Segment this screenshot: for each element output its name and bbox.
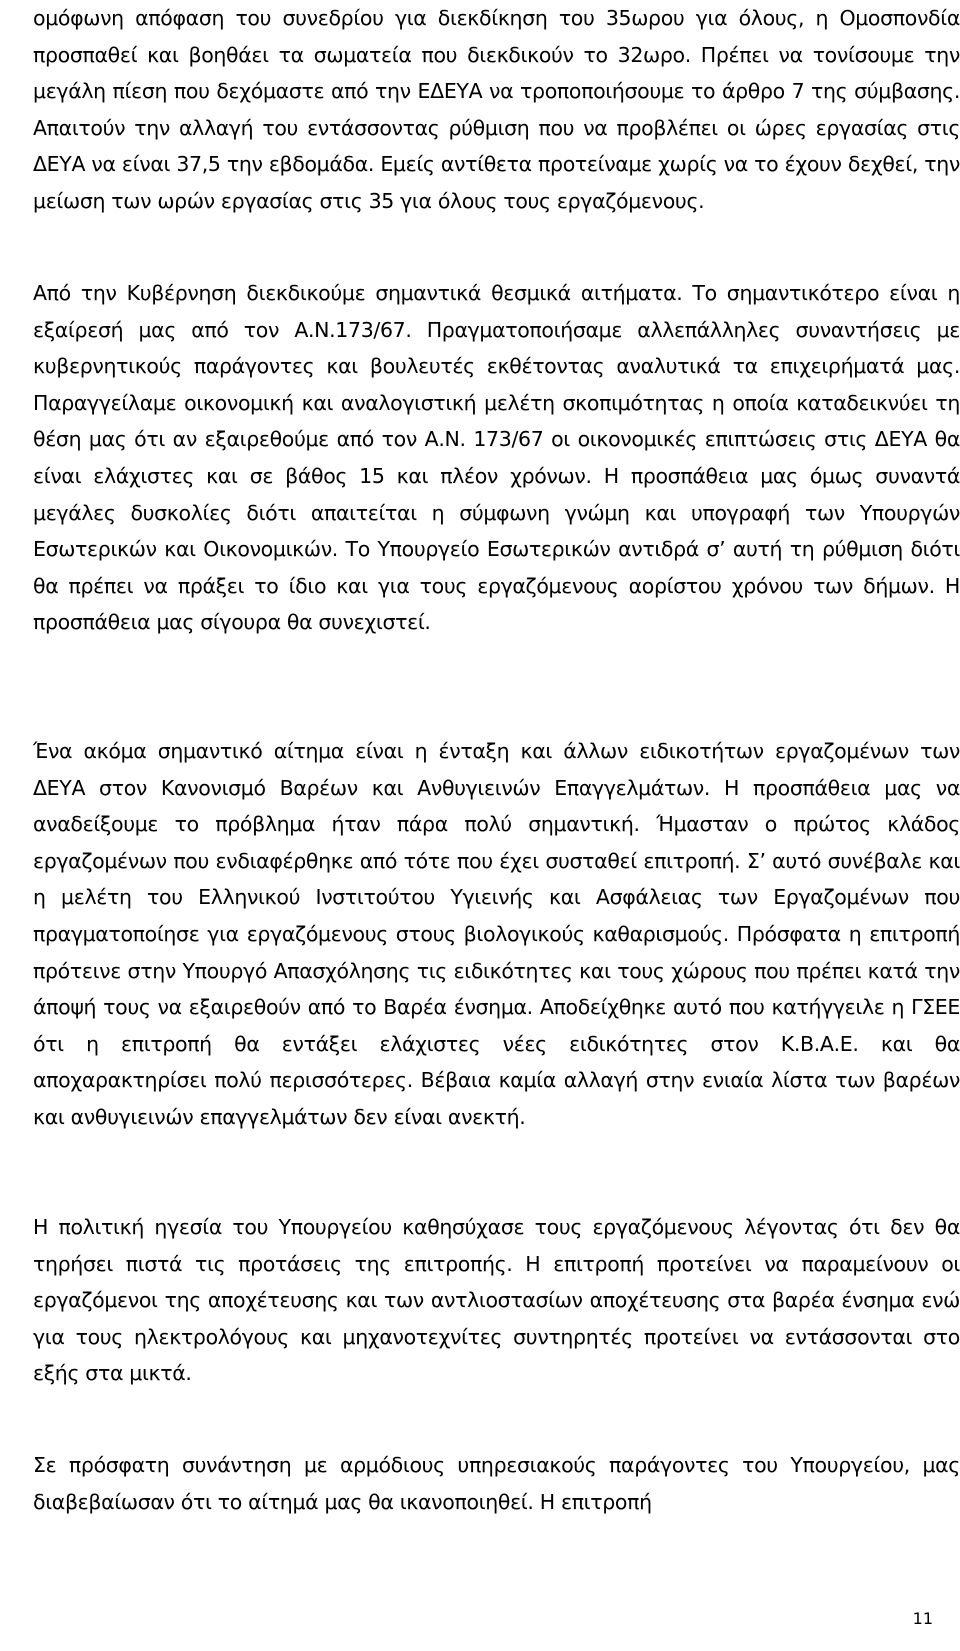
paragraph-recent-meeting: Σε πρόσφατη συνάντηση με αρμόδιους υπηρεσιακούς παράγοντες του Υπουργείου, μας διαβεβαίωσαν ότι το αίτημά μας θα ικανοποιηθεί. Η επιτροπή	[33, 1453, 960, 1514]
paragraph-ministry-leadership: Η πολιτική ηγεσία του Υπουργείου καθησύχασε τους εργαζόμενους λέγοντας ότι δεν θα τηρήσει πιστά τις προτάσεις της επιτροπής. Η επιτροπή προτείνει να παραμείνουν οι εργαζόμενοι της αποχέτευσης και των αντλιοστασίων αποχέτευσης στα βαρέα ένσημα ενώ για τους ηλεκτρολόγους και μηχανοτεχνίτες συντηρητές προτείνει να εντάσσονται στο εξής στα μικτά.	[33, 1215, 960, 1386]
paragraph-government-demands: Από την Κυβέρνηση διεκδικούμε σημαντικά θεσμικά αιτήματα. Το σημαντικότερο είναι η εξαίρεσή μας από τον Α.Ν.173/67. Πραγματοποιήσαμε αλλεπάλληλες συναντήσεις με κυβερνητικούς παράγοντες και βουλευτές εκθέτοντας αναλυτικά τα επιχειρήματά μας. Παραγγείλαμε οικονομική και αναλογιστική μελέτη σκοπιμότητας η οποία καταδεικνύει τη θέση μας ότι αν εξαιρεθούμε από τον Α.Ν. 173/67 οι οικονομικές επιπτώσεις στις ΔΕΥΑ θα είναι ελάχιστες και σε βάθος 15 και πλέον χρόνων. Η προσπάθεια μας όμως συναντά μεγάλες δυσκολίες διότι απαιτείται η σύμφωνη γνώμη και υπογραφή των Υπουργών Εσωτερικών και Οικονομικών. Το Υπουργείο Εσωτερικών αντιδρά σ’ αυτή τη ρύθμιση διότι θα πρέπει να πράξει το ίδιο και για τους εργαζόμενους αορίστου χρόνου των δήμων. Η προσπάθεια μας σίγουρα θα συνεχιστεί.	[33, 281, 960, 635]
paragraph-hazardous-occupations: Ένα ακόμα σημαντικό αίτημα είναι η ένταξη και άλλων ειδικοτήτων εργαζομένων των ΔΕΥΑ στον Κανονισμό Βαρέων και Ανθυγιεινών Επαγγελμάτων. Η προσπάθεια μας να αναδείξουμε το πρόβλημα ήταν πάρα πολύ σημαντική. Ήμασταν ο πρώτος κλάδος εργαζομένων που ενδιαφέρθηκε από τότε που έχει συσταθεί επιτροπή. Σ’ αυτό συνέβαλε και η μελέτη του Ελληνικού Ινστιτούτου Υγιεινής και Ασφάλειας των Εργαζομένων που πραγματοποίησε για εργαζόμενους στους βιολογικούς καθαρισμούς. Πρόσφατα η επιτροπή πρότεινε στην Υπουργό Απασχόλησης τις ειδικότητες και τους χώρους που πρέπει κατά την άποψή τους να εξαιρεθούν από το Βαρέα ένσημα. Αποδείχθηκε αυτό που κατήγγειλε η ΓΣΕΕ ότι η επιτροπή θα εντάξει ελάχιστες νέες ειδικότητες στον Κ.Β.Α.Ε. και θα αποχαρακτηρίσει πολύ περισσότερες. Βέβαια καμία αλλαγή στην ενιαία λίστα των βαρέων και ανθυγιεινών επαγγελμάτων δεν είναι ανεκτή.	[33, 739, 960, 1129]
page-number: 11	[912, 1609, 933, 1628]
paragraph-working-hours: ομόφωνη απόφαση του συνεδρίου για διεκδίκηση του 35ωρου για όλους, η Ομοσπονδία προσπαθεί και βοηθάει τα σωματεία που διεκδικούν το 32ωρο. Πρέπει να τονίσουμε την μεγάλη πίεση που δεχόμαστε από την ΕΔΕΥΑ να τροποποιήσουμε το άρθρο 7 της σύμβασης. Απαιτούν την αλλαγή του εντάσσοντας ρύθμιση που να προβλέπει οι ώρες εργασίας στις ΔΕΥΑ να είναι 37,5 την εβδομάδα. Εμείς αντίθετα προτείναμε χωρίς να το έχουν δεχθεί, την μείωση των ωρών εργασίας στις 35 για όλους τους εργαζόμενους.	[33, 6, 960, 213]
document-page	[33, 0, 960, 1651]
